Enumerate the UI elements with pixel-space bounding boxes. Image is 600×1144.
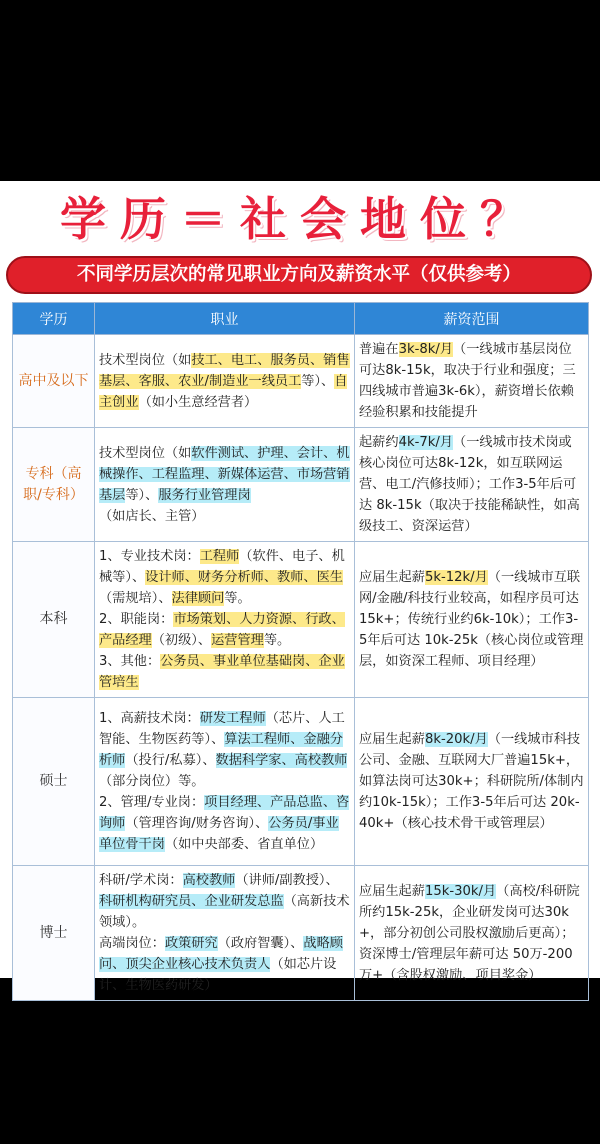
highlighted-text: 公务员、事业单位基础岗、企业管培生 — [99, 654, 345, 690]
occupation-cell — [95, 428, 355, 542]
text-segment: （投行/私募）、 — [125, 753, 216, 768]
header-occupation: 职业 — [95, 303, 355, 335]
text-segment: （高新技术领域）。 — [99, 894, 350, 930]
education-cell: 专科（高职/专科） — [13, 428, 95, 542]
text-segment: 科研/学术岗： — [99, 873, 183, 888]
highlighted-text: 研发工程师 — [199, 711, 266, 726]
occupation-cell — [95, 698, 355, 866]
text-segment: （如店长、主管） — [99, 508, 205, 524]
highlighted-text: 3k-8k/月 — [398, 342, 454, 357]
highlighted-text: 数据科学家、高校教师 — [215, 753, 348, 768]
text-segment: （政府智囊）、 — [217, 936, 304, 951]
highlighted-text: 市场策划、人力资源、行政、产品经理 — [99, 612, 345, 648]
text-segment: （如小生意经营者） — [138, 394, 258, 410]
highlighted-text: 5k-12k/月 — [424, 570, 488, 585]
education-cell: 本科 — [13, 542, 95, 698]
occupation-cell — [95, 335, 355, 428]
highlighted-text: 科研机构研究员、企业研发总监 — [99, 894, 284, 909]
text-segment: 1、高薪技术岗： — [99, 711, 200, 726]
text-segment: （芯片、人工智能、生物医药等）、 — [99, 711, 345, 747]
text-segment: （一线城市互联网/金融/科技行业较高，如程序员可达15k+；传统行业约6k-10k）；工作3-5年后可达 10k-25k（核心岗位或管理层，如资深工程师、项目经理） — [359, 570, 584, 669]
text-segment: （讲师/副教授）、 — [235, 873, 339, 888]
text-segment: （一线城市基层岗位可达8k-15k，取决于行业和强度；三四线城市普遍3k-6k），薪资增长依赖经验积累和技能提升 — [359, 342, 576, 420]
highlighted-text: 4k-7k/月 — [398, 435, 454, 450]
text-segment: 普遍在 — [359, 342, 399, 357]
salary-cell — [355, 542, 589, 698]
text-segment: 应届生起薪 — [359, 570, 425, 585]
text-segment: 2、职能岗： — [99, 612, 174, 627]
salary-cell — [355, 698, 589, 866]
highlighted-text: 政策研究 — [164, 936, 218, 951]
education-cell: 高中及以下 — [13, 335, 95, 428]
text-segment: （软件、电子、机械等）、 — [99, 549, 345, 585]
highlighted-text: 15k-30k/月 — [424, 883, 497, 899]
text-segment: （一线城市技术岗或核心岗位可达8k-12k，如互联网运营、电工/汽修技师）；工作3-5年后可达 8k-15k（取决于技能稀缺性，如高级技工、资深运营） — [359, 435, 580, 534]
education-cell: 硕士 — [13, 698, 95, 866]
text-segment: 等。 — [263, 633, 291, 648]
highlighted-text: 工程师 — [199, 549, 240, 564]
text-segment: 技术型岗位（如 — [99, 352, 192, 368]
text-segment: 等）、 — [125, 487, 159, 503]
text-segment: 等）、 — [301, 373, 335, 389]
header-salary: 薪资范围 — [355, 303, 589, 335]
salary-cell — [355, 335, 589, 428]
text-segment: 应届生起薪 — [359, 883, 425, 899]
highlighted-text: 项目经理、产品总监、咨询师 — [99, 795, 350, 831]
infographic-card — [0, 181, 600, 993]
occupation-cell — [95, 542, 355, 698]
salary-cell — [355, 428, 589, 542]
text-segment: 3、其他： — [99, 654, 161, 669]
text-segment: （如中央部委、省直单位） — [164, 837, 324, 852]
text-segment: 1、专业技术岗： — [99, 549, 200, 564]
highlighted-text: 高校教师 — [182, 873, 236, 888]
text-segment: 2、管理/专业岗： — [99, 795, 205, 810]
table-row — [13, 542, 589, 698]
text-segment: 起薪约 — [359, 435, 399, 450]
header-education: 学历 — [13, 303, 95, 335]
text-segment: 等。 — [224, 591, 251, 606]
text-segment: （高校/科研院所约15k-25k，企业研发岗可达30k+，部分初创公司股权激励后更高）；资深博士/管理层年薪可达 50万-200万+（含股权激励、项目奖金） — [359, 883, 580, 983]
subtitle-banner: 不同学历层次的常见职业方向及薪资水平（仅供参考） — [6, 256, 592, 294]
table-row — [13, 428, 589, 542]
highlighted-text: 法律顾问 — [171, 591, 225, 606]
text-segment: （初级）、 — [151, 633, 212, 648]
highlighted-text: 算法工程师、金融分析师 — [99, 732, 343, 768]
table-row — [13, 698, 589, 866]
highlighted-text: 自主创业 — [99, 373, 348, 410]
text-segment: （如芯片设计、生物医药研发） — [99, 957, 337, 993]
page-title: 学历＝社会地位？ — [60, 192, 540, 246]
text-segment: （管理咨询/财务咨询）、 — [125, 816, 269, 831]
career-salary-table — [12, 302, 589, 1001]
table-row — [13, 866, 589, 1001]
text-segment: （部分岗位）等。 — [99, 774, 205, 789]
highlighted-text: 服务行业管理岗 — [158, 487, 251, 503]
text-segment: （一线城市科技公司、金融、互联网大厂普遍15k+，如算法岗可达30k+；科研院所/体制内约10k-15k）；工作3-5年后可达 20k-40k+（核心技术骨干或管理层） — [359, 732, 584, 831]
text-segment: 应届生起薪 — [359, 732, 425, 747]
highlighted-text: 技工、电工、服务员、销售基层、客服、农业/制造业一线员工 — [99, 352, 350, 389]
text-segment: 高端岗位： — [99, 936, 165, 951]
education-cell: 博士 — [13, 866, 95, 1001]
highlighted-text: 运营管理 — [211, 633, 264, 648]
highlighted-text: 战略顾问、顶尖企业核心技术负责人 — [99, 936, 343, 972]
highlighted-text: 软件测试、护理、会计、机械操作、工程监理、新媒体运营、市场营销基层 — [99, 445, 350, 503]
highlighted-text: 公务员/事业单位骨干岗 — [99, 816, 339, 852]
text-segment: 技术型岗位（如 — [99, 445, 192, 461]
highlighted-text: 设计师、财务分析师、教师、医生 — [145, 570, 343, 585]
text-segment: （需规培）、 — [99, 591, 172, 606]
table-header-row — [13, 303, 589, 335]
highlighted-text: 8k-20k/月 — [424, 732, 488, 747]
occupation-cell — [95, 866, 355, 1001]
table-row — [13, 335, 589, 428]
salary-cell — [355, 866, 589, 1001]
